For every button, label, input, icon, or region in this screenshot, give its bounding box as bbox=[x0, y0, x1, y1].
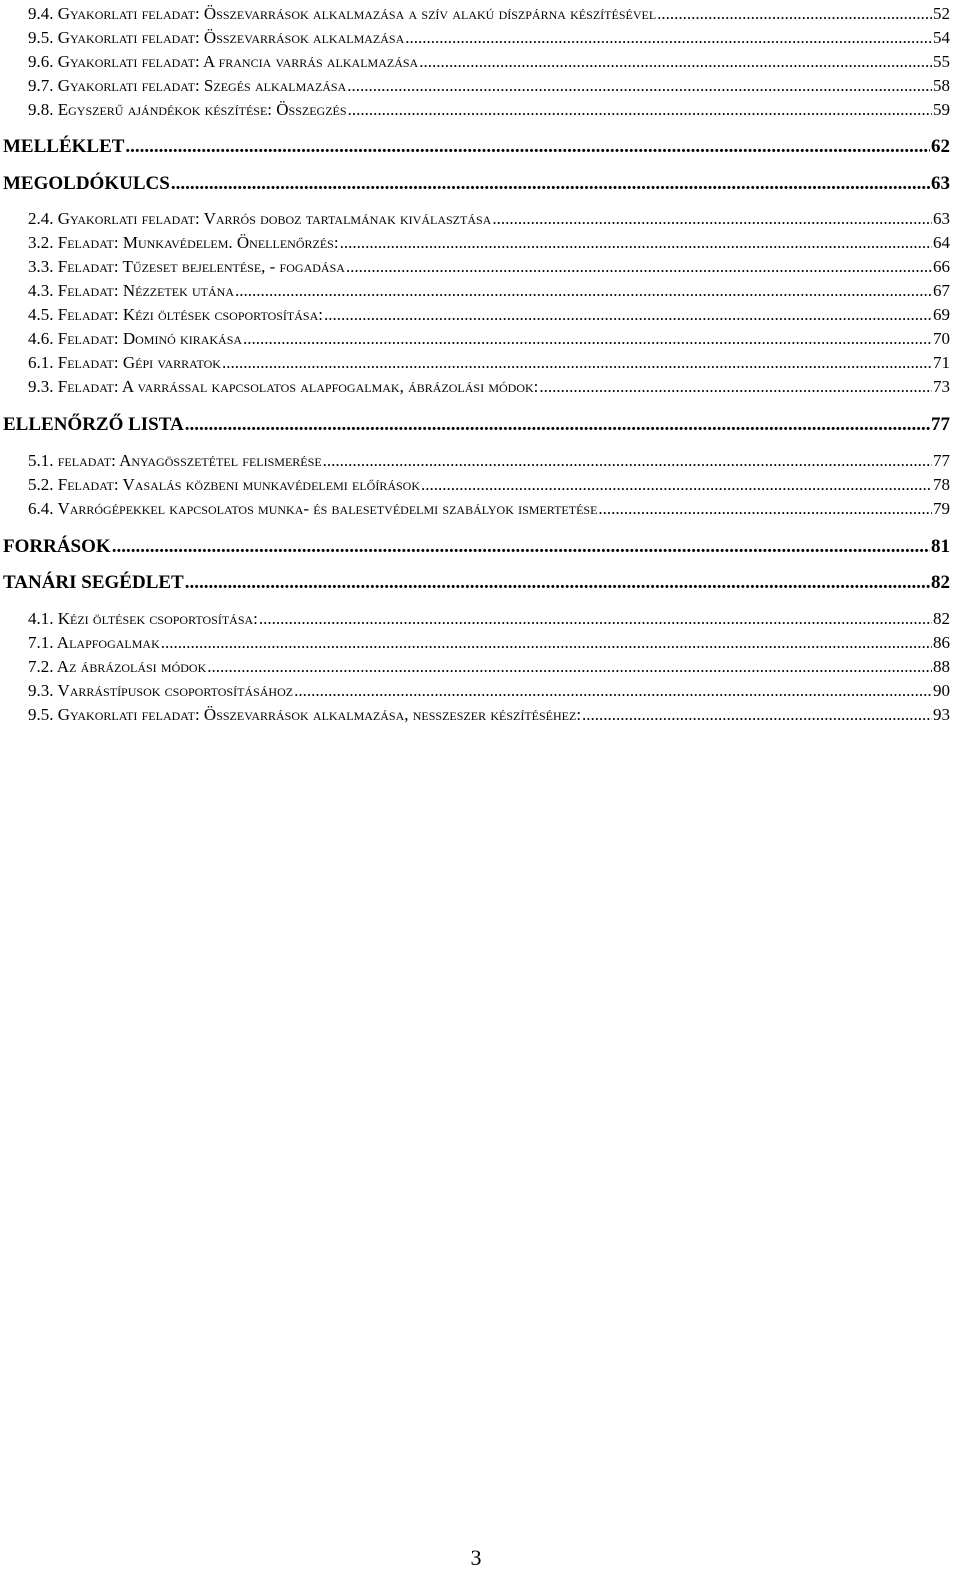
toc-entry[interactable] bbox=[28, 377, 950, 397]
toc-dot-leader bbox=[222, 353, 932, 373]
toc-entry-title: 4.3. Feladat: Nézzetek utána bbox=[28, 281, 235, 300]
toc-dot-leader bbox=[185, 572, 930, 594]
toc-entry-title: 5.1. feladat: Anyagösszetétel felismerése bbox=[28, 451, 322, 470]
toc-entry[interactable] bbox=[28, 28, 950, 48]
toc-entry-title: 6.1. Feladat: Gépi varratok bbox=[28, 353, 221, 372]
toc-dot-leader bbox=[161, 633, 932, 653]
toc-entry[interactable] bbox=[3, 173, 950, 195]
toc-entry[interactable] bbox=[28, 499, 950, 519]
toc-entry-page: 70 bbox=[933, 329, 950, 348]
toc-entry-page: 66 bbox=[933, 257, 950, 276]
toc-entry-page: 54 bbox=[933, 28, 950, 47]
toc-dot-leader bbox=[235, 281, 932, 301]
toc-dot-leader bbox=[340, 233, 932, 253]
toc-dot-leader bbox=[582, 705, 932, 725]
toc-entry[interactable] bbox=[28, 52, 950, 72]
toc-entry-page: 59 bbox=[933, 100, 950, 119]
toc-dot-leader bbox=[171, 173, 930, 195]
toc-dot-leader bbox=[207, 657, 932, 677]
toc-entry[interactable] bbox=[28, 305, 950, 325]
toc-entry-title: 3.3. Feladat: Tűzeset bejelentése, - fogadása bbox=[28, 257, 345, 276]
toc-entry-page: 77 bbox=[933, 451, 950, 470]
toc-entry-title: 3.2. Feladat: Munkavédelem. Önellenőrzés: bbox=[28, 233, 339, 252]
toc-entry[interactable] bbox=[28, 681, 950, 701]
toc-entry-title: 9.5. Gyakorlati feladat: Összevarrások alkalmazása bbox=[28, 28, 405, 47]
toc-entry-title: 6.4. Varrógépekkel kapcsolatos munka- és balesetvédelmi szabályok ismertetése bbox=[28, 499, 598, 518]
toc-entry[interactable] bbox=[28, 353, 950, 373]
toc-entry[interactable] bbox=[3, 136, 950, 158]
toc-dot-leader bbox=[125, 136, 930, 158]
page-number: 3 bbox=[470, 1545, 482, 1570]
toc-entry[interactable] bbox=[28, 76, 950, 96]
toc-dot-leader bbox=[421, 475, 932, 495]
toc-entry-title: FORRÁSOK bbox=[3, 536, 111, 557]
toc-dot-leader bbox=[347, 76, 932, 96]
toc-entry-page: 82 bbox=[931, 572, 950, 593]
toc-entry-title: 9.3. Varrástípusok csoportosításához bbox=[28, 681, 294, 700]
toc-entry-title: TANÁRI SEGÉDLET bbox=[3, 572, 184, 593]
toc-entry-title: 9.3. Feladat: A varrással kapcsolatos alapfogalmak, ábrázolási módok: bbox=[28, 377, 539, 396]
toc-entry[interactable] bbox=[28, 209, 950, 229]
toc-entry-page: 77 bbox=[931, 414, 950, 435]
toc-entry-page: 88 bbox=[933, 657, 950, 676]
toc-entry-title: 7.2. Az ábrázolási módok bbox=[28, 657, 207, 676]
toc-entry[interactable] bbox=[28, 451, 950, 471]
toc-entry-title: 9.8. Egyszerű ajándékok készítése: Összegzés bbox=[28, 100, 347, 119]
toc-entry-title: MEGOLDÓKULCS bbox=[3, 173, 170, 194]
toc-entry-page: 90 bbox=[933, 681, 950, 700]
toc-dot-leader bbox=[185, 414, 930, 436]
toc-entry-title: 9.5. Gyakorlati feladat: Összevarrások alkalmazása, nesszeszer készítéséhez: bbox=[28, 705, 582, 724]
toc-dot-leader bbox=[598, 499, 932, 519]
toc-dot-leader bbox=[112, 536, 930, 558]
toc-entry-page: 63 bbox=[931, 173, 950, 194]
toc-entry[interactable] bbox=[28, 329, 950, 349]
toc-entry-page: 55 bbox=[933, 52, 950, 71]
toc-entry-title: 9.4. Gyakorlati feladat: Összevarrások alkalmazása a szív alakú díszpárna készítésével bbox=[28, 4, 657, 23]
toc-dot-leader bbox=[405, 28, 932, 48]
toc-entry[interactable] bbox=[28, 609, 950, 629]
toc-entry-page: 78 bbox=[933, 475, 950, 494]
toc-entry-title: 2.4. Gyakorlati feladat: Varrós doboz tartalmának kiválasztása bbox=[28, 209, 492, 228]
toc-entry-page: 93 bbox=[933, 705, 950, 724]
toc-entry[interactable] bbox=[3, 414, 950, 436]
toc-entry[interactable] bbox=[28, 100, 950, 120]
toc-entry[interactable] bbox=[28, 257, 950, 277]
toc-entry-page: 62 bbox=[931, 136, 950, 157]
toc-entry-title: 9.6. Gyakorlati feladat: A francia varrás alkalmazása bbox=[28, 52, 419, 71]
toc-entry[interactable] bbox=[28, 233, 950, 253]
toc-dot-leader bbox=[323, 451, 932, 471]
toc-entry[interactable] bbox=[28, 475, 950, 495]
toc-entry[interactable] bbox=[28, 281, 950, 301]
toc-entry[interactable] bbox=[3, 572, 950, 594]
toc-entry-page: 52 bbox=[933, 4, 950, 23]
toc-entry-page: 64 bbox=[933, 233, 950, 252]
toc-entry-page: 63 bbox=[933, 209, 950, 228]
toc-dot-leader bbox=[259, 609, 932, 629]
toc-entry-page: 71 bbox=[933, 353, 950, 372]
toc-entry-title: 5.2. Feladat: Vasalás közbeni munkavédelemi előírások bbox=[28, 475, 420, 494]
toc-dot-leader bbox=[294, 681, 932, 701]
toc-entry-page: 67 bbox=[933, 281, 950, 300]
toc-entry[interactable] bbox=[28, 705, 950, 725]
toc-entry-title: 4.6. Feladat: Dominó kirakása bbox=[28, 329, 243, 348]
toc-entry-page: 81 bbox=[931, 536, 950, 557]
toc-entry[interactable] bbox=[28, 633, 950, 653]
toc-entry-page: 82 bbox=[933, 609, 950, 628]
toc-dot-leader bbox=[243, 329, 932, 349]
toc-entry[interactable] bbox=[3, 536, 950, 558]
toc-dot-leader bbox=[346, 257, 932, 277]
toc-entry-page: 58 bbox=[933, 76, 950, 95]
toc-dot-leader bbox=[492, 209, 932, 229]
toc-entry-title: 4.1. Kézi öltések csoportosítása: bbox=[28, 609, 258, 628]
toc-dot-leader bbox=[348, 100, 932, 120]
toc-entry[interactable] bbox=[28, 657, 950, 677]
toc-entry-title: MELLÉKLET bbox=[3, 136, 125, 157]
toc-dot-leader bbox=[657, 4, 932, 24]
toc-entry-title: 9.7. Gyakorlati feladat: Szegés alkalmazása bbox=[28, 76, 347, 95]
toc-entry-title: 7.1. Alapfogalmak bbox=[28, 633, 160, 652]
toc-entry-title: 4.5. Feladat: Kézi öltések csoportosítása: bbox=[28, 305, 323, 324]
toc-entry-page: 86 bbox=[933, 633, 950, 652]
toc-entry-page: 73 bbox=[933, 377, 950, 396]
toc-entry[interactable] bbox=[28, 4, 950, 24]
toc-dot-leader bbox=[539, 377, 932, 397]
toc-entry-page: 79 bbox=[933, 499, 950, 518]
toc-entry-title: ELLENŐRZŐ LISTA bbox=[3, 414, 184, 435]
toc-entry-page: 69 bbox=[933, 305, 950, 324]
toc-dot-leader bbox=[324, 305, 932, 325]
toc-dot-leader bbox=[419, 52, 932, 72]
